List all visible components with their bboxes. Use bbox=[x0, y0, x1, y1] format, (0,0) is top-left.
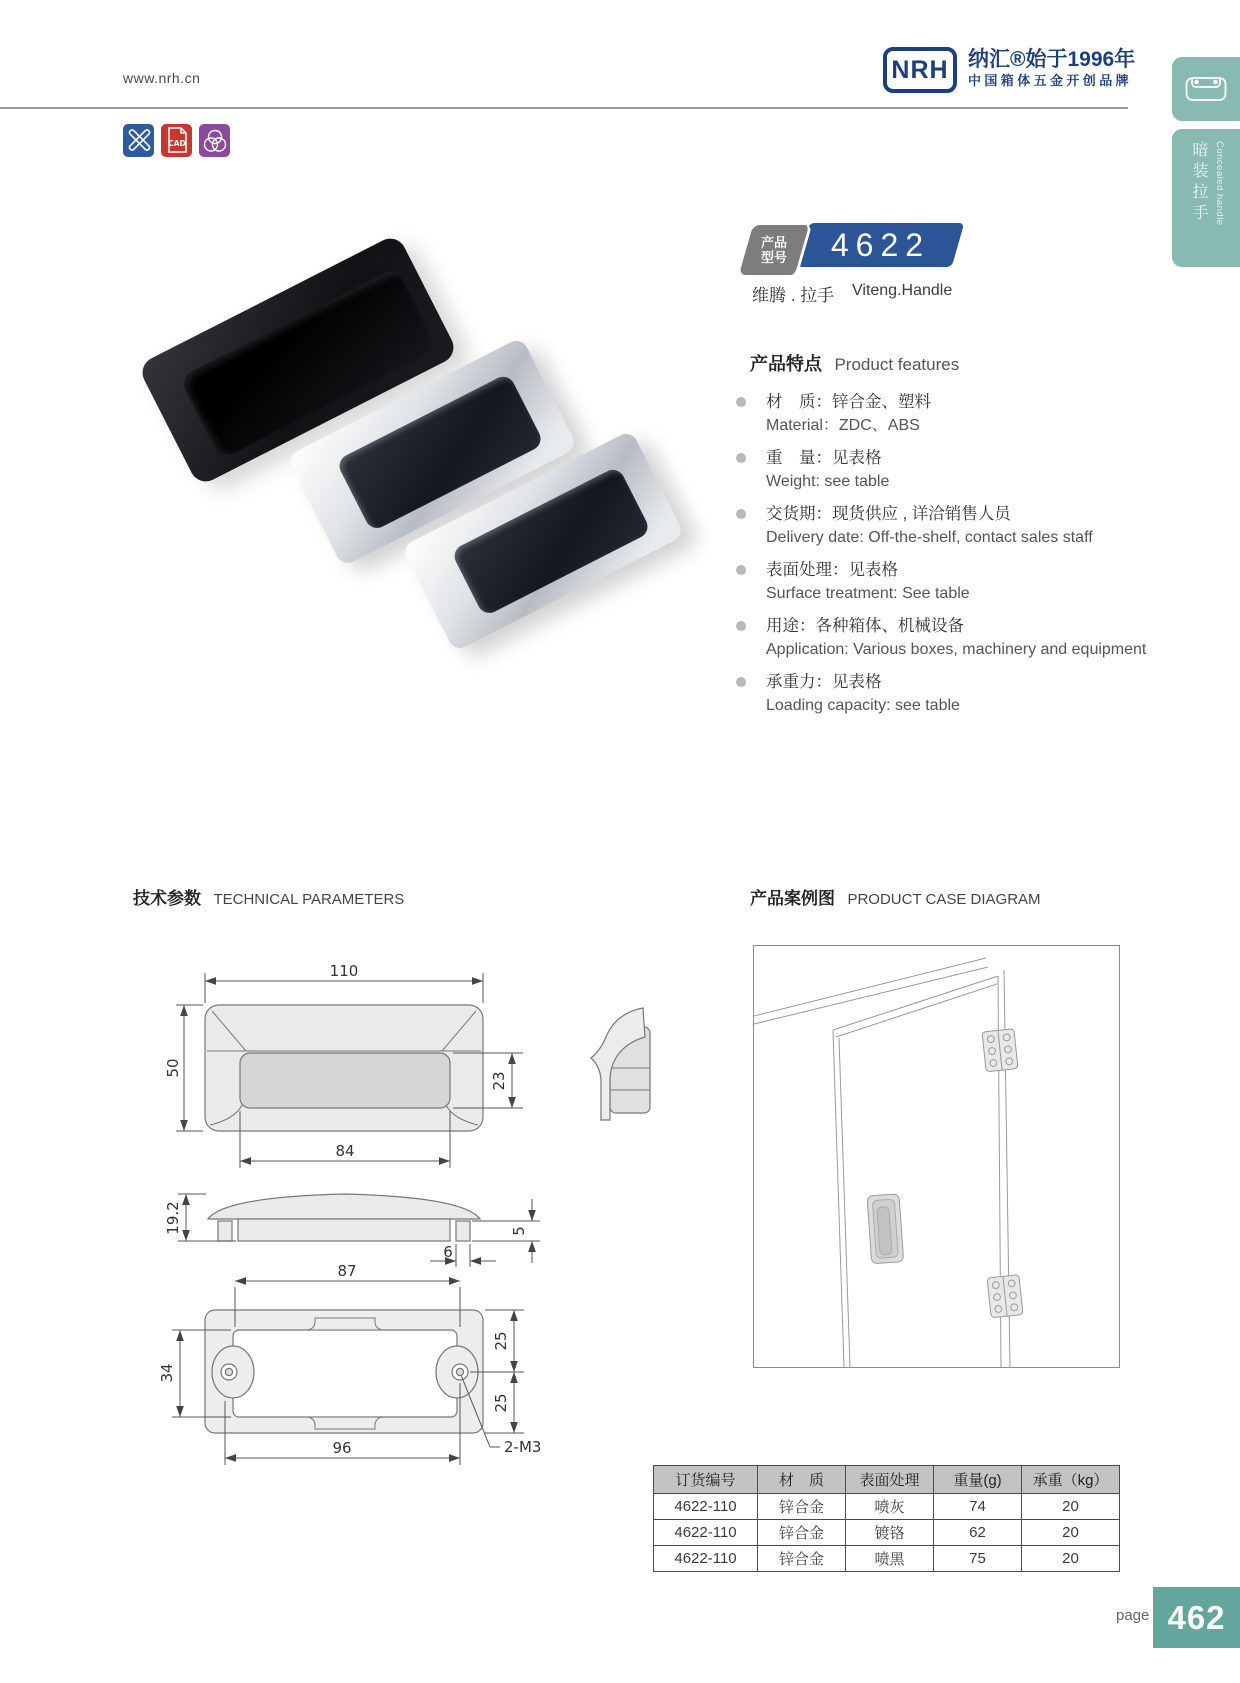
col-surface: 表面处理 bbox=[846, 1466, 934, 1494]
dim-inner-height: 23 bbox=[490, 1071, 508, 1091]
feature-en: Application: Various boxes, machinery and equipment bbox=[766, 641, 1147, 658]
feature-zh: 表面处理：见表格 bbox=[766, 561, 898, 579]
side-view bbox=[208, 1194, 480, 1241]
feature-en: Material：ZDC、ABS bbox=[766, 417, 920, 434]
category-name-en: Concealed handle bbox=[1214, 141, 1225, 226]
installed-handle bbox=[867, 1194, 904, 1264]
feature-en: Loading capacity: see table bbox=[766, 697, 960, 714]
dim-width: 110 bbox=[329, 962, 359, 980]
bullet-dot bbox=[736, 509, 746, 519]
cad-file-icon bbox=[161, 124, 192, 157]
cell-load: 20 bbox=[1022, 1494, 1120, 1520]
dim-hole-span: 96 bbox=[332, 1439, 352, 1457]
cell-surface: 喷灰 bbox=[846, 1494, 934, 1520]
feature-item bbox=[736, 502, 1156, 549]
cell-weight: 74 bbox=[934, 1494, 1022, 1520]
brand-title: 纳汇®始于1996年 bbox=[968, 48, 1136, 71]
feature-item bbox=[736, 670, 1156, 717]
table-row bbox=[654, 1494, 1120, 1520]
feature-zh: 承重力：见表格 bbox=[766, 673, 882, 691]
dim-foot: 6 bbox=[443, 1243, 453, 1261]
dim-cutout-height: 34 bbox=[158, 1363, 176, 1383]
model-number: 4622 bbox=[830, 226, 931, 263]
dim-height: 50 bbox=[164, 1058, 182, 1078]
cell-weight: 75 bbox=[934, 1546, 1022, 1572]
tech-heading-zh: 技术参数 bbox=[133, 889, 201, 908]
dim-hole-bottom: 25 bbox=[492, 1393, 510, 1413]
cad-file-glyph bbox=[165, 127, 189, 154]
case-heading-zh: 产品案例图 bbox=[750, 889, 835, 908]
cell-material: 锌合金 bbox=[758, 1520, 846, 1546]
bullet-dot bbox=[736, 453, 746, 463]
model-tag-line2: 型号 bbox=[760, 250, 787, 265]
col-material: 材 质 bbox=[758, 1466, 846, 1494]
features-title-en: Product features bbox=[834, 355, 960, 374]
design-tools-glyph bbox=[127, 128, 151, 154]
page-label: page bbox=[1116, 1607, 1150, 1624]
col-weight: 重量(g) bbox=[934, 1466, 1022, 1494]
design-tools-icon bbox=[123, 124, 154, 157]
feature-en: Delivery date: Off-the-shelf, contact sales staff bbox=[766, 529, 1093, 546]
bullet-dot bbox=[736, 677, 746, 687]
technical-parameters-heading bbox=[133, 884, 404, 909]
nrh-logo bbox=[883, 47, 957, 93]
cad-label: CAD bbox=[167, 139, 186, 148]
cell-order: 4622-110 bbox=[654, 1520, 758, 1546]
feature-item bbox=[736, 446, 1156, 493]
case-heading-en: PRODUCT CASE DIAGRAM bbox=[847, 891, 1041, 908]
dim-profile-height: 19.2 bbox=[164, 1201, 182, 1235]
product-name-en: Viteng.Handle bbox=[852, 282, 953, 299]
concealed-handle-icon bbox=[1185, 74, 1227, 104]
brand-subtitle: 中国箱体五金开创品牌 bbox=[968, 73, 1133, 88]
features-title-zh: 产品特点 bbox=[750, 354, 822, 374]
feature-item bbox=[736, 558, 1156, 605]
feature-en: Surface treatment: See table bbox=[766, 585, 970, 602]
feature-zh: 用途：各种箱体、机械设备 bbox=[766, 617, 964, 635]
nrh-logo-text: NRH bbox=[891, 55, 949, 84]
profile-view bbox=[591, 1008, 650, 1120]
model-tag bbox=[739, 225, 812, 275]
table-row bbox=[654, 1546, 1120, 1572]
col-load: 承重（kg） bbox=[1022, 1466, 1120, 1494]
case-diagram-drawing bbox=[754, 946, 1119, 1367]
feature-zh: 重 量：见表格 bbox=[766, 449, 882, 467]
brand-block bbox=[968, 48, 1135, 90]
technical-drawing bbox=[140, 935, 660, 1465]
feature-en: Weight: see table bbox=[766, 473, 890, 490]
dim-cutout-width: 87 bbox=[337, 1262, 357, 1280]
bullet-dot bbox=[736, 621, 746, 631]
feature-item bbox=[736, 614, 1156, 661]
page-number: 462 bbox=[1167, 1598, 1226, 1636]
features-title bbox=[750, 350, 1156, 376]
feature-item bbox=[736, 390, 1156, 437]
dim-hole-top: 25 bbox=[492, 1331, 510, 1351]
dim-inner-width: 84 bbox=[335, 1142, 355, 1160]
bullet-dot bbox=[736, 565, 746, 575]
tech-heading-en: TECHNICAL PARAMETERS bbox=[213, 891, 405, 908]
top-view bbox=[205, 1005, 483, 1131]
product-features bbox=[736, 350, 1156, 726]
spec-table bbox=[653, 1465, 1120, 1572]
color-circles-glyph bbox=[202, 128, 228, 154]
category-icon-tab bbox=[1172, 57, 1240, 121]
dim-lip: 5 bbox=[510, 1226, 528, 1236]
cell-load: 20 bbox=[1022, 1520, 1120, 1546]
category-tab bbox=[1172, 129, 1240, 267]
model-tag-line1: 产品 bbox=[760, 235, 787, 250]
cell-material: 锌合金 bbox=[758, 1546, 846, 1572]
product-case-heading bbox=[750, 884, 1041, 909]
bullet-dot bbox=[736, 397, 746, 407]
model-banner bbox=[797, 223, 965, 267]
feature-zh: 交货期：现货供应 , 详洽销售人员 bbox=[766, 505, 1011, 523]
product-name-zh: 维腾 . 拉手 bbox=[752, 286, 835, 305]
cell-surface: 镀铬 bbox=[846, 1520, 934, 1546]
cell-order: 4622-110 bbox=[654, 1494, 758, 1520]
feature-zh: 材 质：锌合金、塑料 bbox=[766, 393, 931, 411]
page-number-box bbox=[1153, 1587, 1240, 1648]
cell-order: 4622-110 bbox=[654, 1546, 758, 1572]
header-divider bbox=[0, 107, 1128, 109]
col-order-number: 订货编号 bbox=[654, 1466, 758, 1494]
product-case-diagram bbox=[753, 945, 1120, 1368]
bottom-view bbox=[205, 1310, 483, 1433]
table-row bbox=[654, 1520, 1120, 1546]
cell-material: 锌合金 bbox=[758, 1494, 846, 1520]
dim-thread: 2-M3 bbox=[504, 1438, 542, 1456]
cell-load: 20 bbox=[1022, 1546, 1120, 1572]
hinge-top bbox=[982, 1029, 1018, 1072]
cell-weight: 62 bbox=[934, 1520, 1022, 1546]
spec-header-row bbox=[654, 1466, 1120, 1494]
cell-surface: 喷黑 bbox=[846, 1546, 934, 1572]
website-url: www.nrh.cn bbox=[123, 70, 201, 86]
hinge-bottom bbox=[987, 1275, 1023, 1318]
category-name-zh: 暗装拉手 bbox=[1190, 141, 1207, 225]
color-circles-icon bbox=[199, 124, 230, 157]
